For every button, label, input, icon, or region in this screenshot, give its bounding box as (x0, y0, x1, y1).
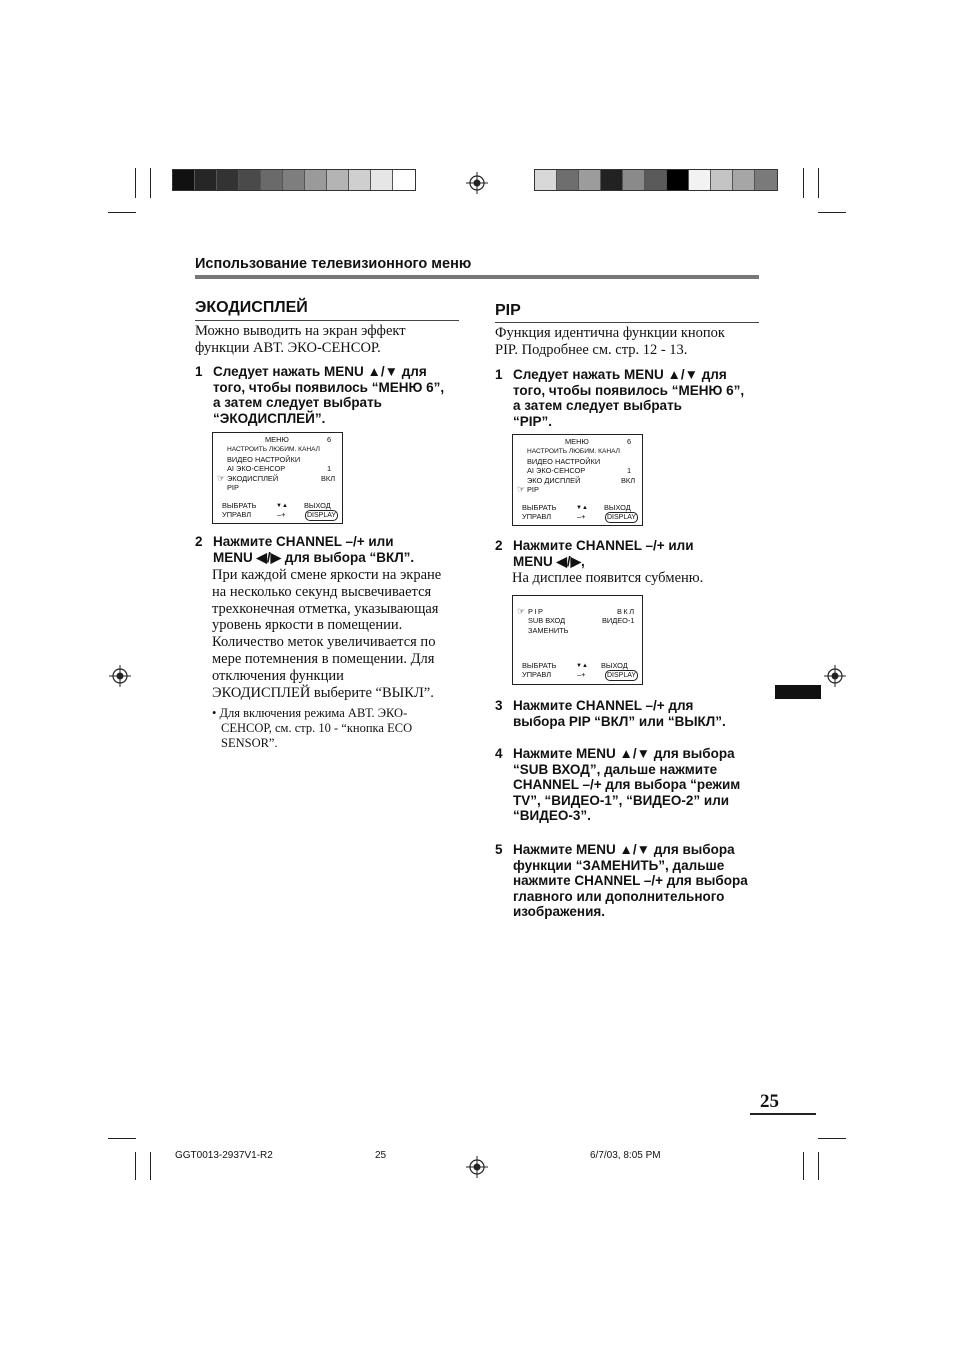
color-bar-right (534, 169, 778, 191)
color-swatch (349, 170, 371, 190)
right-menu-screen: МЕНЮ 6 НАСТРОИТЬ ЛЮБИМ. КАНАЛ ВИДЕО НАСТРОЙКИ AI ЭКО-СЕНСОР 1 ЭКО ДИСПЛЕЙ ВКЛ ☞ PIP ВЫБРАТЬ ▼▲ ВЫХОД УПРАВЛ –+ DISPLAY (512, 434, 643, 526)
color-swatch (173, 170, 195, 190)
right-title-rule (495, 322, 759, 323)
color-swatch (327, 170, 349, 190)
pointer-hand-icon: ☞ (517, 606, 526, 616)
color-swatch (217, 170, 239, 190)
color-swatch (261, 170, 283, 190)
left-step-2-body: При каждой смене яркости на экране на несколько секунд высвечивается трехконечная отметка, указывающая уровень яркости в помещении. Количество меток увеличивается по мере потемнения в помещении. Для отключения функции ЭКОДИСПЛЕЙ выберите “ВЫКЛ”. (212, 567, 442, 701)
color-swatch (711, 170, 733, 190)
color-swatch (755, 170, 777, 190)
color-bar-left (172, 169, 416, 191)
pointer-hand-icon: ☞ (517, 484, 526, 494)
left-intro: Можно выводить на экран эффект функции АВТ. ЭКО-СЕНСОР. (195, 323, 406, 356)
section-tab (775, 685, 821, 699)
left-menu-screen: МЕНЮ 6 НАСТРОИТЬ ЛЮБИМ. КАНАЛ ВИДЕО НАСТРОЙКИ AI ЭКО-СЕНСОР 1 ☞ ЭКОДИСПЛЕЙ ВКЛ PIP ВЫБРАТЬ ▼▲ ВЫХОД УПРАВЛ –+ DISPLAY (212, 432, 343, 524)
registration-mark-icon (466, 172, 488, 194)
color-swatch (557, 170, 579, 190)
pointer-hand-icon: ☞ (217, 473, 226, 483)
color-swatch (689, 170, 711, 190)
left-step-1: 1 Следует нажать MENU ▲/▼ для того, чтобы появилось “МЕНЮ 6”, а затем следует выбрать “ЭКОДИСПЛЕЙ”. (195, 364, 445, 426)
color-swatch (645, 170, 667, 190)
section-header: Использование телевизионного меню (195, 256, 472, 272)
left-title-rule (195, 320, 459, 321)
left-note: • Для включения режима АВТ. ЭКО- СЕНСОР, см. стр. 10 - “кнопка ECO SENSOR”. (212, 706, 413, 750)
color-swatch (393, 170, 415, 190)
color-swatch (195, 170, 217, 190)
color-swatch (371, 170, 393, 190)
right-step-2-body: На дисплее появится субменю. (512, 570, 704, 586)
color-swatch (305, 170, 327, 190)
color-swatch (601, 170, 623, 190)
color-swatch (667, 170, 689, 190)
right-submenu-screen: ☞ PIP ВКЛ SUB ВХОД ВИДЕО-1 ЗАМЕНИТЬ ВЫБРАТЬ ▼▲ ВЫХОД УПРАВЛ –+ DISPLAY (512, 595, 643, 685)
color-swatch (239, 170, 261, 190)
right-step-1: 1 Следует нажать MENU ▲/▼ для того, чтобы появилось “МЕНЮ 6”, а затем следует выбрать “PIP”. (495, 367, 745, 429)
right-step-3: 3 Нажмите CHANNEL –/+ для выбора PIP “ВКЛ” или “ВЫКЛ”. (495, 698, 726, 729)
footer-code: GGT0013-2937V1-R2 (175, 1150, 273, 1161)
registration-mark-icon (824, 665, 846, 687)
left-step-2: 2 Нажмите CHANNEL –/+ или MENU ◀/▶ для выбора “ВКЛ”. (195, 534, 415, 565)
left-title: ЭКОДИСПЛЕЙ (195, 299, 308, 316)
right-step-5: 5 Нажмите MENU ▲/▼ для выбора функции “ЗАМЕНИТЬ”, дальше нажмите CHANNEL –/+ для выбора главного или дополнительного изображения. (495, 842, 748, 920)
color-swatch (283, 170, 305, 190)
color-swatch (623, 170, 645, 190)
registration-mark-icon (466, 1156, 488, 1178)
color-swatch (535, 170, 557, 190)
header-rule (195, 275, 759, 279)
color-swatch (733, 170, 755, 190)
right-step-2: 2 Нажмите CHANNEL –/+ или MENU ◀/▶, (495, 538, 694, 569)
footer-page: 25 (375, 1150, 387, 1161)
footer-date: 6/7/03, 8:05 PM (590, 1150, 661, 1161)
right-step-4: 4 Нажмите MENU ▲/▼ для выбора “SUB ВХОД”, дальше нажмите CHANNEL –/+ для выбора “режим TV”, “ВИДЕО-1”, “ВИДЕО-2” или “ВИДЕО-3”. (495, 746, 741, 824)
page-number-rule (750, 1113, 816, 1115)
right-title: PIP (495, 302, 521, 319)
color-swatch (579, 170, 601, 190)
registration-mark-icon (109, 665, 131, 687)
page-number: 25 (760, 1091, 779, 1112)
right-intro: Функция идентична функции кнопок PIP. Подробнее см. стр. 12 - 13. (495, 325, 725, 358)
